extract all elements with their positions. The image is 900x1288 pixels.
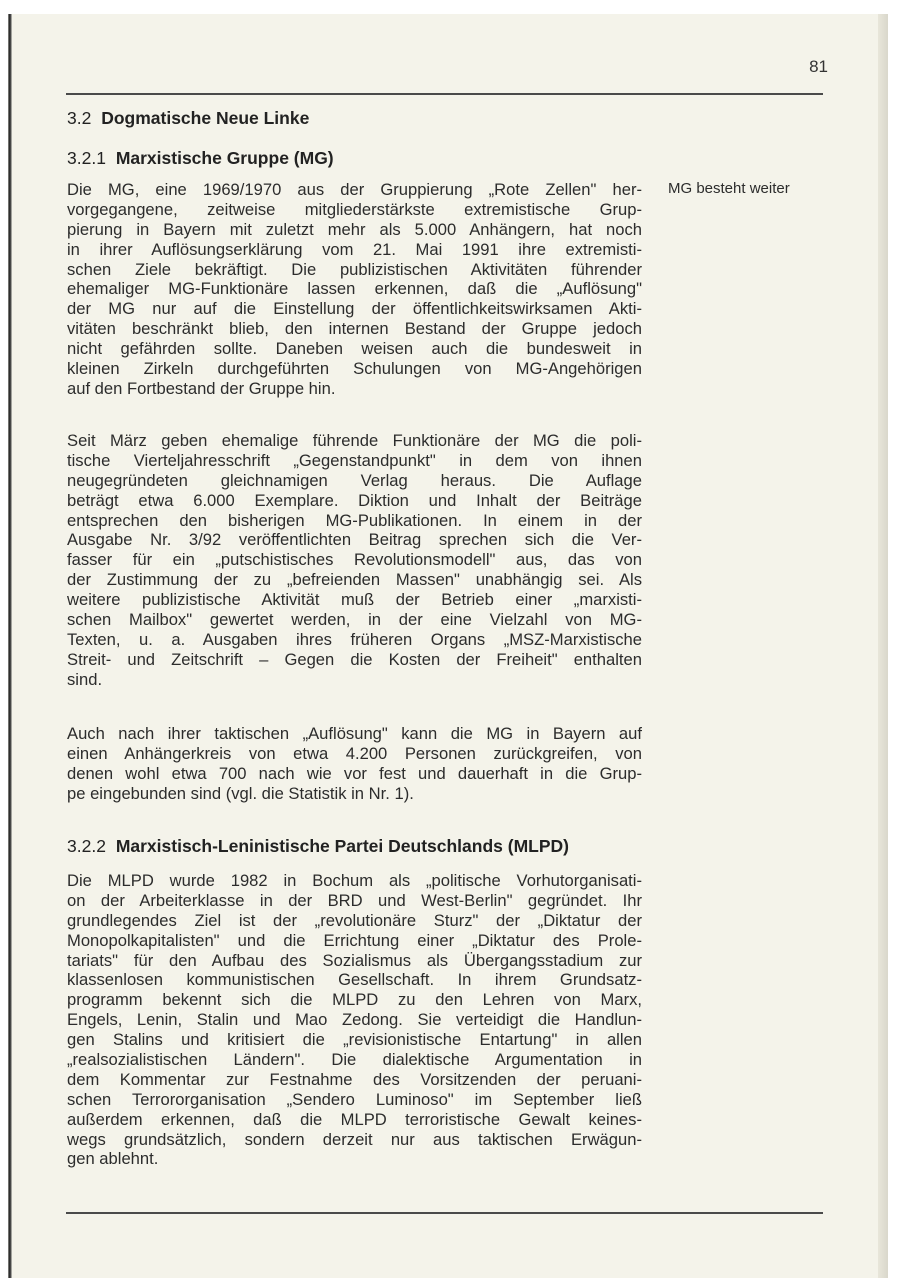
text-line: dem Kommentar zur Festnahme des Vorsitzenden der peruani- — [67, 1069, 642, 1089]
text-line: wegs grundsätzlich, sondern derzeit nur aus taktischen Erwägun- — [67, 1129, 642, 1149]
text-line: „realsozialistischen Ländern". Die dialektische Argumentation in — [67, 1050, 642, 1070]
text-line: Auch nach ihrer taktischen „Auflösung" kann die MG in Bayern auf — [67, 724, 642, 743]
text-line: Texten, u. a. Ausgaben ihres früheren Organs „MSZ-Marxistische — [67, 629, 642, 649]
text-line: on der Arbeiterklasse in der BRD und West-Berlin" gegründet. Ihr — [67, 890, 642, 910]
text-line: schen Ziele bekräftigt. Die publizistischen Aktivitäten führender — [67, 259, 642, 279]
text-line: pe eingebunden sind (vgl. die Statistik in Nr. 1). — [67, 783, 414, 803]
text-line: außerdem erkennen, daß die MLPD terroristische Gewalt keines- — [67, 1109, 642, 1129]
text-line: ehemaliger MG-Funktionäre lassen erkennen, daß die „Auflösung" — [67, 279, 642, 299]
section-title: Marxistisch-Leninistische Partei Deutschlands (MLPD) — [115, 836, 569, 856]
text-line: entsprechen den bisherigen MG-Publikationen. In einem in der — [67, 510, 642, 530]
text-line: pierung in Bayern mit zuletzt mehr als 5.000 Anhängern, hat noch — [67, 219, 642, 239]
header-rule — [66, 93, 823, 95]
text-line: programm bekennt sich die MLPD zu den Lehren von Marx, — [67, 990, 642, 1010]
page-edge — [878, 14, 888, 1278]
text-line: der MG nur auf die Einstellung der öffentlichkeitswirksamen Akti- — [67, 299, 642, 319]
text-line: klassenlosen kommunistischen Gesellschaft. In ihrem Grundsatz- — [67, 970, 642, 990]
section-heading-3-2-1 — [67, 148, 334, 169]
text-line: schen Mailbox" gewertet werden, in der eine Vielzahl von MG- — [67, 610, 642, 630]
text-line: nicht gefährden sollte. Daneben weisen auch die bundesweit in — [67, 339, 642, 359]
text-line: schen Terrororganisation „Sendero Luminoso" im September ließ — [67, 1089, 642, 1109]
text-line: tische Vierteljahresschrift „Gegenstandpunkt" in dem von ihnen — [67, 450, 642, 470]
text-line: einen Anhängerkreis von etwa 4.200 Personen zurückgreifen, von — [67, 743, 642, 763]
text-line: weitere publizistische Aktivität muß der Betrieb einer „marxisti- — [67, 590, 642, 610]
text-line: Seit März geben ehemalige führende Funktionäre der MG die poli- — [67, 431, 642, 450]
text-line: auf den Fortbestand der Gruppe hin. — [67, 378, 336, 398]
book-spine-shadow — [8, 14, 12, 1278]
text-line: sind. — [67, 669, 103, 689]
text-line: vitäten beschränkt blieb, den internen Bestand der Gruppe jedoch — [67, 319, 642, 339]
text-line: Engels, Lenin, Stalin und Mao Zedong. Sie verteidigt die Handlun- — [67, 1010, 642, 1030]
text-line: gen ablehnt. — [67, 1149, 159, 1169]
paragraph-mg-1 — [67, 180, 642, 399]
section-number: 3.2.2 — [67, 836, 106, 856]
text-line: in ihrer Auflösungserklärung vom 21. Mai 1991 ihre extremisti- — [67, 239, 642, 259]
paragraph-mlpd-1 — [67, 871, 642, 1169]
text-line: fasser für ein „putschistisches Revolutionsmodell" aus, das von — [67, 550, 642, 570]
text-line: tariats" für den Aufbau des Sozialismus als Übergangsstadium zur — [67, 950, 642, 970]
text-line: Die MG, eine 1969/1970 aus der Gruppierung „Rote Zellen" her- — [67, 180, 642, 199]
text-line: gen Stalins und kritisiert die „revisionistische Entartung" in allen — [67, 1030, 642, 1050]
text-line: vorgegangene, zeitweise mitgliederstärkste extremistische Grup- — [67, 199, 642, 219]
text-line: Die MLPD wurde 1982 in Bochum als „politische Vorhutorganisati- — [67, 871, 642, 890]
text-line: kleinen Zirkeln durchgeführten Schulungen von MG-Angehörigen — [67, 359, 642, 379]
page-number: 81 — [809, 57, 828, 76]
text-line: der Zustimmung der zu „befreienden Massen" unabhängig sei. Als — [67, 570, 642, 590]
section-title: Marxistische Gruppe (MG) — [115, 148, 334, 168]
margin-note: MG besteht weiter — [668, 180, 790, 197]
text-line: beträgt etwa 6.000 Exemplare. Diktion und Inhalt der Beiträge — [67, 490, 642, 510]
paragraph-mg-2 — [67, 431, 642, 690]
text-line: Ausgabe Nr. 3/92 veröffentlichten Beitrag sprechen sich die Ver- — [67, 530, 642, 550]
section-heading-3-2 — [67, 108, 309, 129]
text-line: neugegründeten gleichnamigen Verlag heraus. Die Auflage — [67, 470, 642, 490]
section-number: 3.2.1 — [67, 148, 106, 168]
paragraph-mg-3 — [67, 724, 642, 804]
text-line: denen wohl etwa 700 nach wie vor fest und dauerhaft in die Grup- — [67, 763, 642, 783]
section-number: 3.2 — [67, 108, 92, 128]
footer-rule — [66, 1212, 823, 1214]
section-title: Dogmatische Neue Linke — [101, 108, 310, 128]
text-line: grundlegendes Ziel ist der „revolutionäre Sturz" der „Diktatur der — [67, 910, 642, 930]
section-heading-3-2-2 — [67, 836, 569, 857]
text-line: Monopolkapitalisten" und die Errichtung einer „Diktatur des Prole- — [67, 930, 642, 950]
text-line: Streit- und Zeitschrift – Gegen die Kosten der Freiheit" enthalten — [67, 649, 642, 669]
